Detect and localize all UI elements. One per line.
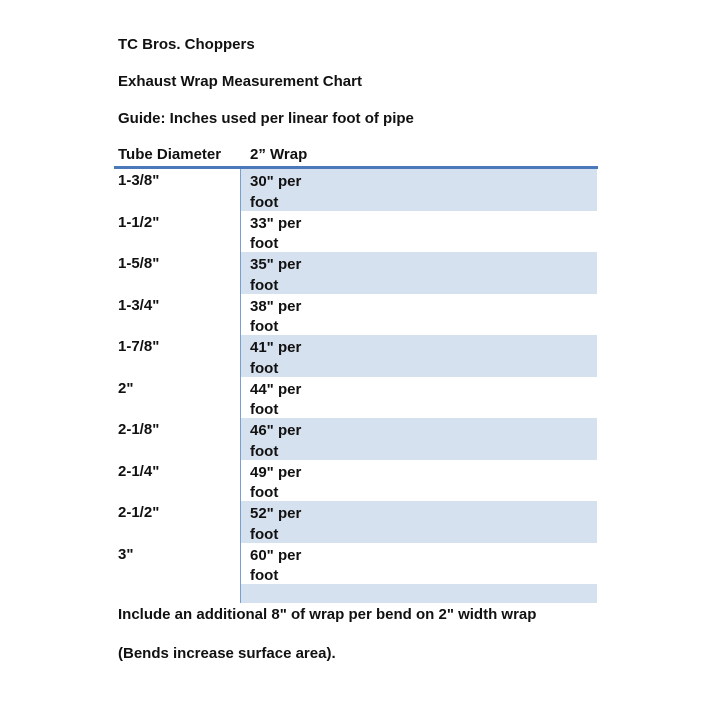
- wrap-length-cell: 35" per foot: [250, 256, 302, 294]
- column-header-wrap: 2” Wrap: [250, 146, 308, 163]
- company-name: TC Bros. Choppers: [118, 36, 255, 53]
- column-divider: [240, 169, 241, 603]
- measurement-table: [0, 169, 702, 584]
- tube-diameter-cell: 2": [118, 379, 134, 397]
- tube-diameter-cell: 3": [118, 545, 134, 563]
- table-row: [0, 294, 702, 336]
- column-header-tube-diameter: Tube Diameter: [118, 146, 222, 163]
- table-row: [0, 377, 702, 419]
- tube-diameter-cell: 1-3/8": [118, 172, 160, 189]
- table-end-row: [241, 584, 597, 603]
- tube-diameter-cell: 1-7/8": [118, 338, 160, 355]
- bend-note: Include an additional 8" of wrap per bend on 2" width wrap: [118, 606, 537, 623]
- table-row: [0, 169, 702, 211]
- wrap-length-cell: 38" per foot: [250, 297, 302, 335]
- tube-diameter-cell: 1-1/2": [118, 213, 160, 231]
- table-row: [0, 501, 702, 543]
- tube-diameter-cell: 2-1/2": [118, 504, 160, 521]
- table-row: [0, 460, 702, 502]
- bend-note-explanation: (Bends increase surface area).: [118, 645, 336, 662]
- wrap-length-cell: 30" per foot: [250, 173, 302, 211]
- tube-diameter-cell: 2-1/8": [118, 421, 160, 438]
- wrap-length-cell: 44" per foot: [250, 380, 302, 418]
- guide-text: Guide: Inches used per linear foot of pipe: [118, 110, 414, 127]
- wrap-length-cell: 49" per foot: [250, 463, 302, 501]
- tube-diameter-cell: 2-1/4": [118, 462, 160, 480]
- wrap-length-cell: 41" per foot: [250, 339, 302, 377]
- table-row: [0, 418, 702, 460]
- wrap-length-cell: 33" per foot: [250, 214, 302, 252]
- tube-diameter-cell: 1-5/8": [118, 255, 160, 272]
- table-row: [0, 543, 702, 585]
- wrap-length-cell: 46" per foot: [250, 422, 302, 460]
- tube-diameter-cell: 1-3/4": [118, 296, 160, 314]
- table-row: [0, 211, 702, 253]
- chart-title: Exhaust Wrap Measurement Chart: [118, 73, 362, 90]
- table-row: [0, 335, 702, 377]
- wrap-length-cell: 52" per foot: [250, 505, 302, 543]
- wrap-length-cell: 60" per foot: [250, 546, 302, 584]
- table-row: [0, 252, 702, 294]
